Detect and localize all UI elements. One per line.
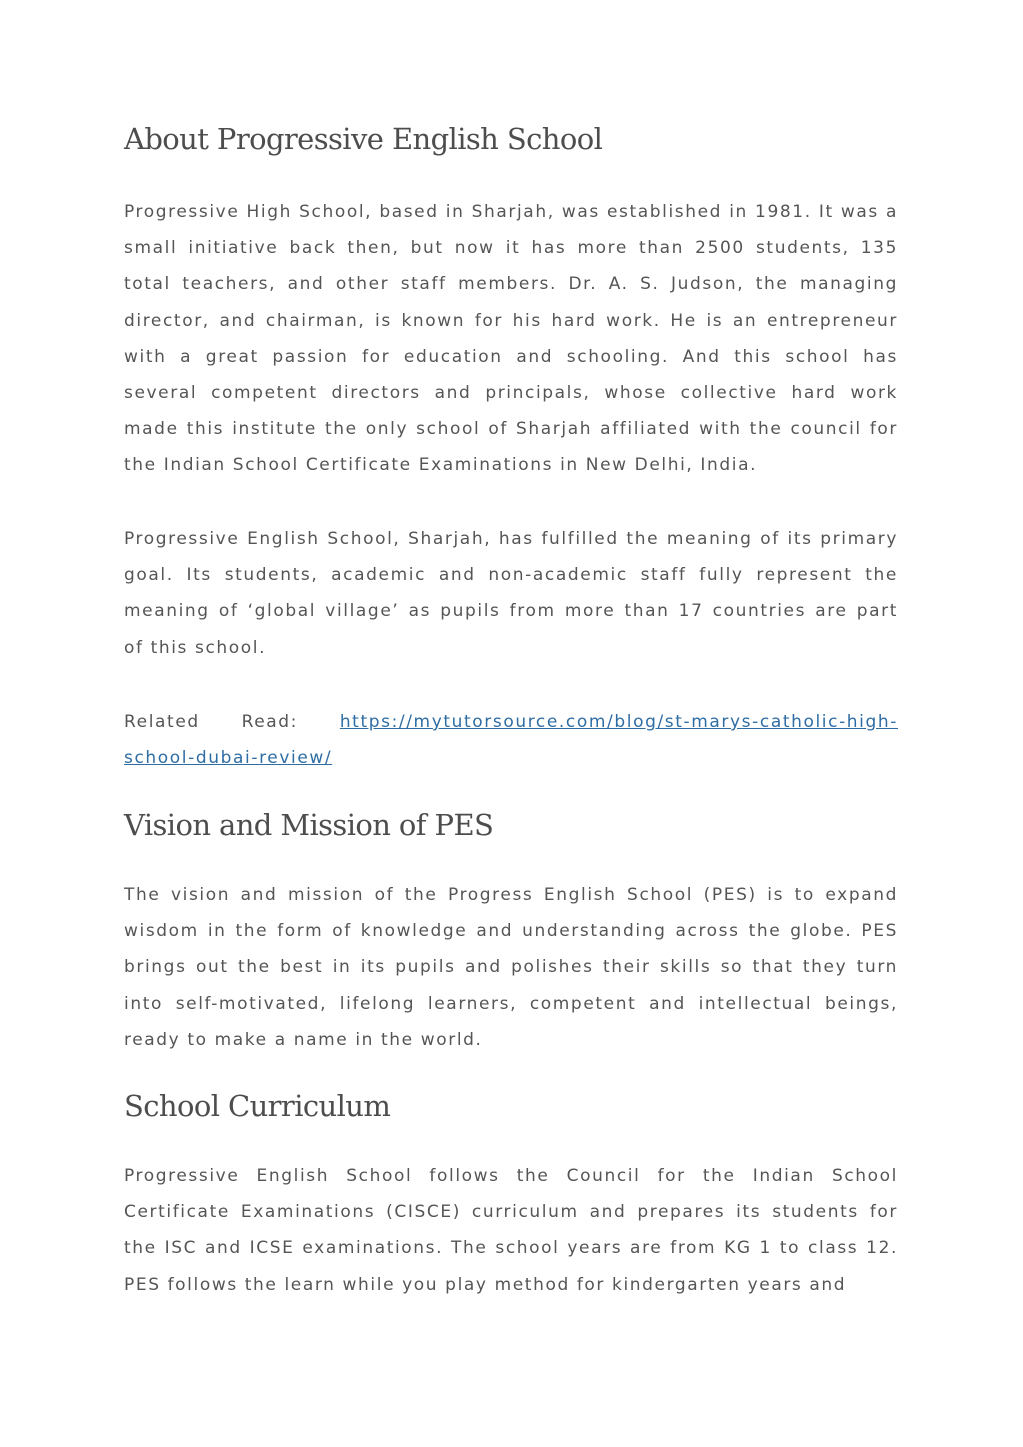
paragraph-about-history: Progressive High School, based in Sharjah, was established in 1981. It was a small initiative back then, but now it has more than 2500 students, 135 total teachers, and other staff members. Dr. A. S. Judson, the managing director, and chairman, is known for his hard work. He is an entrepreneur with a great passion for education and schooling. And this school has several competent directors and principals, whose collective hard work made this institute the only school of Sharjah affiliated with the council for the Indian School Certificate Examinations in New Delhi, India. (124, 202, 898, 476)
paragraph-about-goal: Progressive English School, Sharjah, has fulfilled the meaning of its primary goal. Its students, academic and non-academic staff fully represent the meaning of ‘global village’ as pupils from more than 17 countries are part of this school. (124, 529, 898, 658)
related-read-link[interactable]: https://mytutorsource.com/blog/st-marys-catholic-high-school-dubai-review/ (124, 712, 898, 769)
related-read (124, 704, 898, 776)
paragraph-curriculum: Progressive English School follows the Council for the Indian School Certificate Examinations (CISCE) curriculum and prepares its students for the ISC and ICSE examinations. The school years are from KG 1 to class 12. PES follows the learn while you play method for kindergarten years and (124, 1166, 898, 1295)
heading-about: About Progressive English School (124, 122, 603, 156)
heading-curriculum: School Curriculum (124, 1089, 391, 1123)
heading-vision: Vision and Mission of PES (124, 808, 494, 842)
related-read-label: Related Read: (124, 712, 340, 732)
paragraph-vision: The vision and mission of the Progress English School (PES) is to expand wisdom in the form of knowledge and understanding across the globe. PES brings out the best in its pupils and polishes their skills so that they turn into self-motivated, lifelong learners, competent and intellectual beings, ready to make a name in the world. (124, 885, 898, 1050)
